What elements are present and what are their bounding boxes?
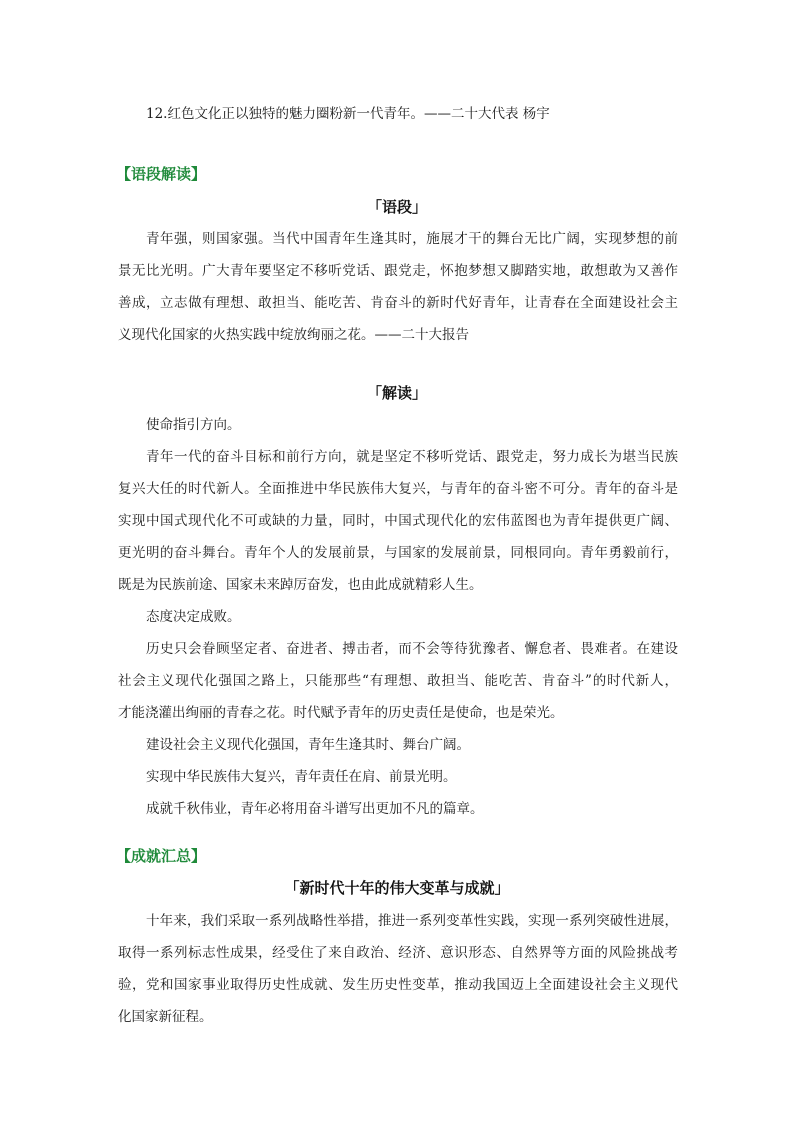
excerpt-line-2: 景无比光明。广大青年要坚定不移听党话、跟党走，怀抱梦想又脚踏实地，敢想敢为又善作 <box>118 263 678 279</box>
section-header-interpretation: 【语段解读】 <box>116 165 207 183</box>
achievements-line-1: 十年来，我们采取一系列战略性举措，推进一系列变革性实践，实现一系列突破性进展， <box>146 913 678 929</box>
interp-p2-line-1: 青年一代的奋斗目标和前行方向，就是坚定不移听党话、跟党走，努力成长为堪当民族 <box>146 449 678 465</box>
interp-p7: 成就千秋伟业，青年必将用奋斗谱写出更加不凡的篇章。 <box>146 801 484 817</box>
interp-p2-line-3: 实现中国式现代化不可或缺的力量，同时，中国式现代化的宏伟蓝图也为青年提供更广阔、 <box>118 513 678 529</box>
interp-p4-line-1: 历史只会眷顾坚定者、奋进者、搏击者，而不会等待犹豫者、懈怠者、畏难者。在建设 <box>146 641 678 657</box>
interp-p4-line-2: 社会主义现代化强国之路上，只能那些“有理想、敢担当、能吃苦、肯奋斗”的时代新人， <box>118 673 678 689</box>
interp-p2-line-5: 既是为民族前途、国家未来踔厉奋发，也由此成就精彩人生。 <box>118 577 483 593</box>
interp-heading-mission: 使命指引方向。 <box>146 417 241 433</box>
excerpt-line-3: 善成，立志做有理想、敢担当、能吃苦、肯奋斗的新时代好青年，让青春在全面建设社会主 <box>118 295 678 311</box>
achievements-line-3: 验，党和国家事业取得历史性成就、发生历史性变革，推动我国迈上全面建设社会主义现代 <box>118 977 678 993</box>
interp-p4-line-3: 才能浇灌出绚丽的青春之花。时代赋予青年的历史责任是使命，也是荣光。 <box>118 705 564 721</box>
interp-p5: 建设社会主义现代化强国，青年生逢其时、舞台广阔。 <box>146 737 470 753</box>
interpretation-title: 「解读」 <box>366 384 427 402</box>
item-12: 12.红色文化正以独特的魅力圈粉新一代青年。——二十大代表 杨宇 <box>146 106 550 122</box>
excerpt-line-4: 义现代化国家的火热实践中绽放绚丽之花。——二十大报告 <box>118 327 469 343</box>
interp-heading-attitude: 态度决定成败。 <box>146 609 241 625</box>
interp-p6: 实现中华民族伟大复兴，青年责任在肩、前景光明。 <box>146 769 457 785</box>
achievements-title: 「新时代十年的伟大变革与成就」 <box>284 879 510 897</box>
interp-p2-line-4: 更光明的奋斗舞台。青年个人的发展前景，与国家的发展前景，同根同向。青年勇毅前行， <box>118 545 678 561</box>
excerpt-line-1: 青年强，则国家强。当代中国青年生逢其时，施展才干的舞台无比广阔，实现梦想的前 <box>146 231 678 247</box>
achievements-line-2: 取得一系列标志性成果，经受住了来自政治、经济、意识形态、自然界等方面的风险挑战考 <box>118 945 678 961</box>
excerpt-title: 「语段」 <box>366 198 427 216</box>
section-header-achievements: 【成就汇总】 <box>116 847 207 865</box>
achievements-line-4: 化国家新征程。 <box>118 1009 213 1025</box>
interp-p2-line-2: 复兴大任的时代新人。全面推进中华民族伟大复兴，与青年的奋斗密不可分。青年的奋斗是 <box>118 481 678 497</box>
